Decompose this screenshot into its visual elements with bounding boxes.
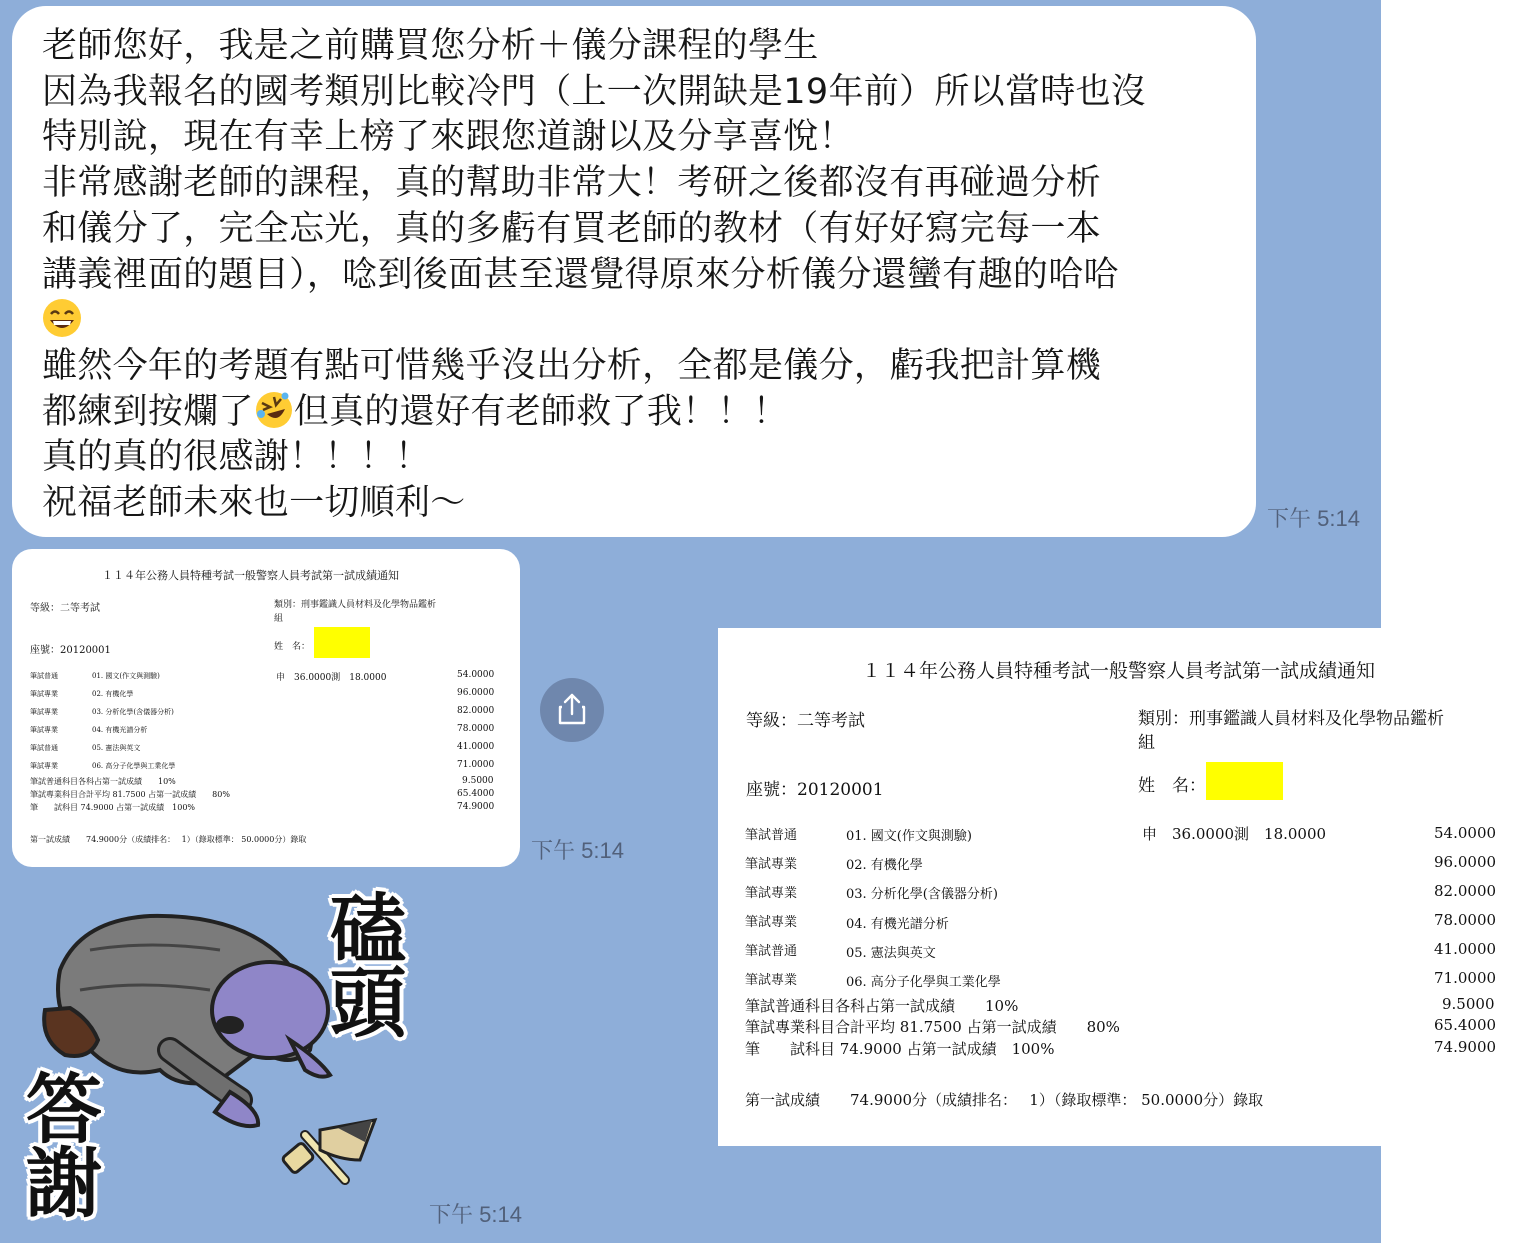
message-bubble[interactable] bbox=[12, 6, 1256, 537]
final-result: 第一試成績 74.9000分（成績排名： 1）（錄取標準： 50.0000分）錄取 bbox=[745, 1091, 1264, 1109]
notice-seat: 座號：20120001 bbox=[746, 780, 884, 800]
subject-detail: 申 36.0000測 18.0000 bbox=[276, 673, 387, 683]
subject-name: 03. 分析化學(含儀器分析) bbox=[846, 887, 998, 902]
subject-type: 筆試普通 bbox=[745, 828, 798, 843]
subject-type: 筆試專業 bbox=[30, 726, 58, 734]
summary-value: 9.5000 bbox=[462, 776, 494, 786]
summary-line: 筆試專業科目合計平均 81.7500 占第一試成績 80% bbox=[745, 1018, 1120, 1036]
message-line-emoji: 都練到按爛了 但真的還好有老師救了我！！！ bbox=[42, 391, 789, 432]
subject-name: 05. 憲法與英文 bbox=[92, 744, 141, 752]
summary-line: 筆試普通科目各科占第一試成績 10% bbox=[30, 777, 176, 786]
summary-line: 筆試專業科目合計平均 81.7500 占第一試成績 80% bbox=[30, 790, 230, 799]
subject-detail: 申 36.0000測 18.0000 bbox=[1142, 825, 1327, 843]
redacted-name bbox=[1206, 762, 1283, 800]
sticker-text-bottom: 謝 bbox=[26, 1139, 102, 1228]
subject-name: 04. 有機光譜分析 bbox=[92, 726, 148, 734]
subject-name: 03. 分析化學(含儀器分析) bbox=[92, 708, 174, 716]
subject-score: 82.0000 bbox=[1434, 882, 1497, 900]
summary-value: 9.5000 bbox=[1442, 995, 1495, 1013]
message-line: 老師您好，我是之前購買您分析＋儀分課程的學生 bbox=[42, 26, 819, 66]
subject-type: 筆試普通 bbox=[30, 744, 58, 752]
notice-seat: 座號：20120001 bbox=[30, 645, 111, 656]
grinning-face-emoji-icon bbox=[42, 298, 82, 338]
subject-score: 78.0000 bbox=[1434, 911, 1497, 929]
subject-score: 41.0000 bbox=[457, 742, 495, 752]
final-result: 第一試成績 74.9000分（成績排名： 1）（錄取標準： 50.0000分）錄取 bbox=[30, 835, 307, 844]
subject-score: 71.0000 bbox=[457, 760, 495, 770]
subject-name: 04. 有機光譜分析 bbox=[846, 917, 949, 932]
subject-score: 54.0000 bbox=[457, 670, 495, 680]
notice-category-cont: 組 bbox=[274, 614, 284, 624]
subject-name: 06. 高分子化學與工業化學 bbox=[92, 762, 176, 770]
notice-level: 等級：二等考試 bbox=[30, 603, 100, 614]
notice-name-label: 姓 名： bbox=[274, 642, 311, 652]
sticker-text-top: 磕 bbox=[330, 885, 406, 974]
message-line: 非常感謝老師的課程，真的幫助非常大！考研之後都沒有再碰過分析 bbox=[42, 163, 1102, 204]
sticker-text-top: 頭 bbox=[330, 959, 406, 1048]
image-thumbnail[interactable] bbox=[12, 549, 520, 867]
subject-type: 筆試專業 bbox=[30, 708, 58, 716]
subject-name: 06. 高分子化學與工業化學 bbox=[846, 975, 1001, 990]
redacted-name bbox=[314, 627, 370, 658]
subject-name: 02. 有機化學 bbox=[92, 690, 134, 698]
message-line: 祝福老師未來也一切順利～ bbox=[42, 483, 466, 524]
subject-type: 筆試普通 bbox=[745, 944, 798, 959]
subject-type: 筆試專業 bbox=[30, 690, 58, 698]
notice-title: １１４年公務人員特種考試一般警察人員考試第一試成績通知 bbox=[102, 569, 399, 582]
summary-value: 74.9000 bbox=[1434, 1038, 1497, 1056]
share-button[interactable] bbox=[540, 678, 604, 742]
subject-type: 筆試普通 bbox=[30, 672, 58, 680]
subject-score: 71.0000 bbox=[1434, 969, 1497, 987]
message-line: 特別說，現在有幸上榜了來跟您道謝以及分享喜悅！ bbox=[42, 117, 854, 158]
subject-type: 筆試專業 bbox=[30, 762, 58, 770]
sticker-text-bottom: 答 bbox=[26, 1065, 102, 1154]
score-notice-image bbox=[718, 628, 1531, 1146]
subject-score: 82.0000 bbox=[457, 706, 495, 716]
subject-name: 02. 有機化學 bbox=[846, 858, 923, 873]
subject-type: 筆試專業 bbox=[745, 973, 798, 988]
subject-type: 筆試專業 bbox=[745, 857, 798, 872]
message-line: 和儀分了，完全忘光，真的多虧有買老師的教材（有好好寫完每一本 bbox=[42, 208, 1102, 249]
image-timestamp: 下午 5:14 bbox=[531, 838, 624, 863]
subject-name: 01. 國文(作文與測驗) bbox=[92, 672, 160, 680]
message-line-emoji bbox=[42, 298, 1236, 344]
message-timestamp: 下午 5:14 bbox=[1267, 506, 1360, 531]
summary-value: 74.9000 bbox=[457, 802, 495, 812]
sticker-timestamp: 下午 5:14 bbox=[429, 1202, 522, 1227]
share-icon bbox=[556, 692, 588, 726]
subject-score: 54.0000 bbox=[1434, 824, 1497, 842]
summary-value: 65.4000 bbox=[1434, 1016, 1497, 1034]
message-line: 真的真的很感謝！！！！ bbox=[42, 437, 431, 478]
message-line: 講義裡面的題目），唸到後面甚至還覺得原來分析儀分還蠻有趣的哈哈 bbox=[42, 254, 1119, 295]
notice-category-cont: 組 bbox=[1138, 733, 1155, 753]
subject-name: 05. 憲法與英文 bbox=[846, 946, 936, 961]
subject-score: 96.0000 bbox=[1434, 853, 1497, 871]
notice-category: 類別：刑事鑑識人員材料及化學物品鑑析 bbox=[274, 600, 437, 610]
subject-score: 78.0000 bbox=[457, 724, 495, 734]
message-line: 因為我報名的國考類別比較冷門（上一次開缺是19年前）所以當時也沒 bbox=[42, 71, 1147, 112]
subject-type: 筆試專業 bbox=[745, 886, 798, 901]
rolling-laughing-emoji-icon bbox=[254, 390, 294, 430]
message-line: 雖然今年的考題有點可惜幾乎沒出分析，全都是儀分，虧我把計算機 bbox=[42, 345, 1102, 386]
subject-type: 筆試專業 bbox=[745, 915, 798, 930]
subject-score: 96.0000 bbox=[457, 688, 495, 698]
summary-line: 筆 試科目 74.9000 占第一試成績 100% bbox=[30, 803, 196, 812]
summary-line: 筆試普通科目各科占第一試成績 10% bbox=[745, 997, 1019, 1015]
subject-score: 41.0000 bbox=[1434, 940, 1497, 958]
notice-name-label: 姓 名： bbox=[1138, 776, 1206, 796]
summary-line: 筆 試科目 74.9000 占第一試成績 100% bbox=[745, 1040, 1055, 1058]
notice-level: 等級：二等考試 bbox=[746, 711, 865, 731]
summary-value: 65.4000 bbox=[457, 789, 495, 799]
notice-title: １１４年公務人員特種考試一般警察人員考試第一試成績通知 bbox=[862, 660, 1376, 682]
sticker[interactable] bbox=[20, 880, 420, 1230]
notice-category: 類別：刑事鑑識人員材料及化學物品鑑析 bbox=[1138, 709, 1444, 729]
subject-name: 01. 國文(作文與測驗) bbox=[846, 829, 972, 844]
